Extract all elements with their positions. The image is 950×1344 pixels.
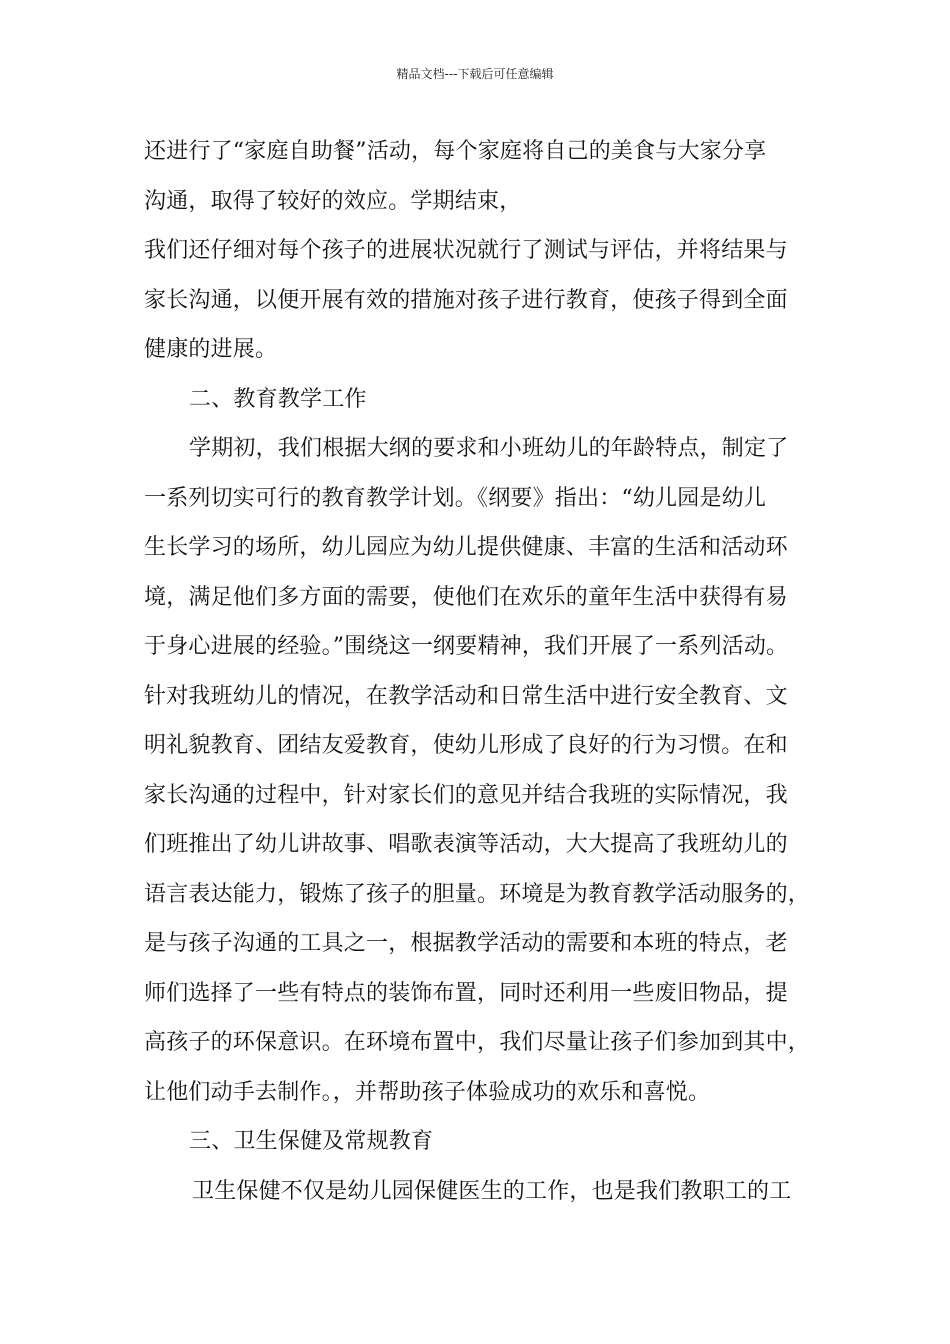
paragraph-line: 健康的进展。 <box>144 337 278 362</box>
section-heading: 二、教育教学工作 <box>189 386 367 412</box>
paragraph-line: 们班推出了幼儿讲故事、唱歌表演等活动，大大提高了我班幼儿的 <box>144 832 788 857</box>
paragraph-line: 让他们动手去制作。，并帮助孩子体验成功的欢乐和喜悦。 <box>144 1079 711 1105</box>
paragraph-line: 针对我班幼儿的情况，在教学活动和日常生活中进行安全教育、文 <box>144 683 788 709</box>
paragraph-line: 沟通，取得了较好的效应。学期结束， <box>144 188 522 214</box>
paragraph-line: 卫生保健不仅是幼儿园保健医生的工作，也是我们教职工的工 <box>192 1178 792 1204</box>
paragraph-line: 语言表达能力，锻炼了孩子的胆量。环境是为教育教学活动服务的， <box>144 881 811 907</box>
paragraph-line: 家长沟通的过程中，针对家长们的意见并结合我班的实际情况，我 <box>144 782 788 808</box>
paragraph-line: 高孩子的环保意识。在环境布置中，我们尽量让孩子们参加到其中， <box>144 1030 811 1055</box>
paragraph-line: 家长沟通，以便开展有效的措施对孩子进行教育，使孩子得到全面 <box>144 287 788 313</box>
paragraph-line: 我们还仔细对每个孩子的进展状况就行了测试与评估，并将结果与 <box>144 238 788 263</box>
paragraph-line: 境，满足他们多方面的需要，使他们在欢乐的童年生活中获得有易 <box>144 584 788 610</box>
paragraph-line: 师们选择了一些有特点的装饰布置，同时还利用一些废旧物品，提 <box>144 980 788 1006</box>
paragraph-line: 生长学习的场所，幼儿园应为幼儿提供健康、丰富的生活和活动环 <box>144 535 788 560</box>
document-body <box>144 127 824 1216</box>
paragraph-line: 于身心进展的经验。”围绕这一纲要精神，我们开展了一系列活动。 <box>144 634 789 659</box>
section-heading: 三、卫生保健及常规教育 <box>189 1129 434 1154</box>
page-header: 精品文档---下载后可任意编辑 <box>396 67 554 81</box>
paragraph-line: 学期初，我们根据大纲的要求和小班幼儿的年龄特点，制定了 <box>189 436 789 461</box>
paragraph-line: 还进行了“家庭自助餐”活动，每个家庭将自己的美食与大家分享 <box>144 139 767 164</box>
paragraph-line: 明礼貌教育、团结友爱教育，使幼儿形成了良好的行为习惯。在和 <box>144 733 788 758</box>
paragraph-line: 一系列切实可行的教育教学计划。《纲要》指出：“幼儿园是幼儿 <box>144 485 767 511</box>
paragraph-line: 是与孩子沟通的工具之一，根据教学活动的需要和本班的特点，老 <box>144 931 788 956</box>
